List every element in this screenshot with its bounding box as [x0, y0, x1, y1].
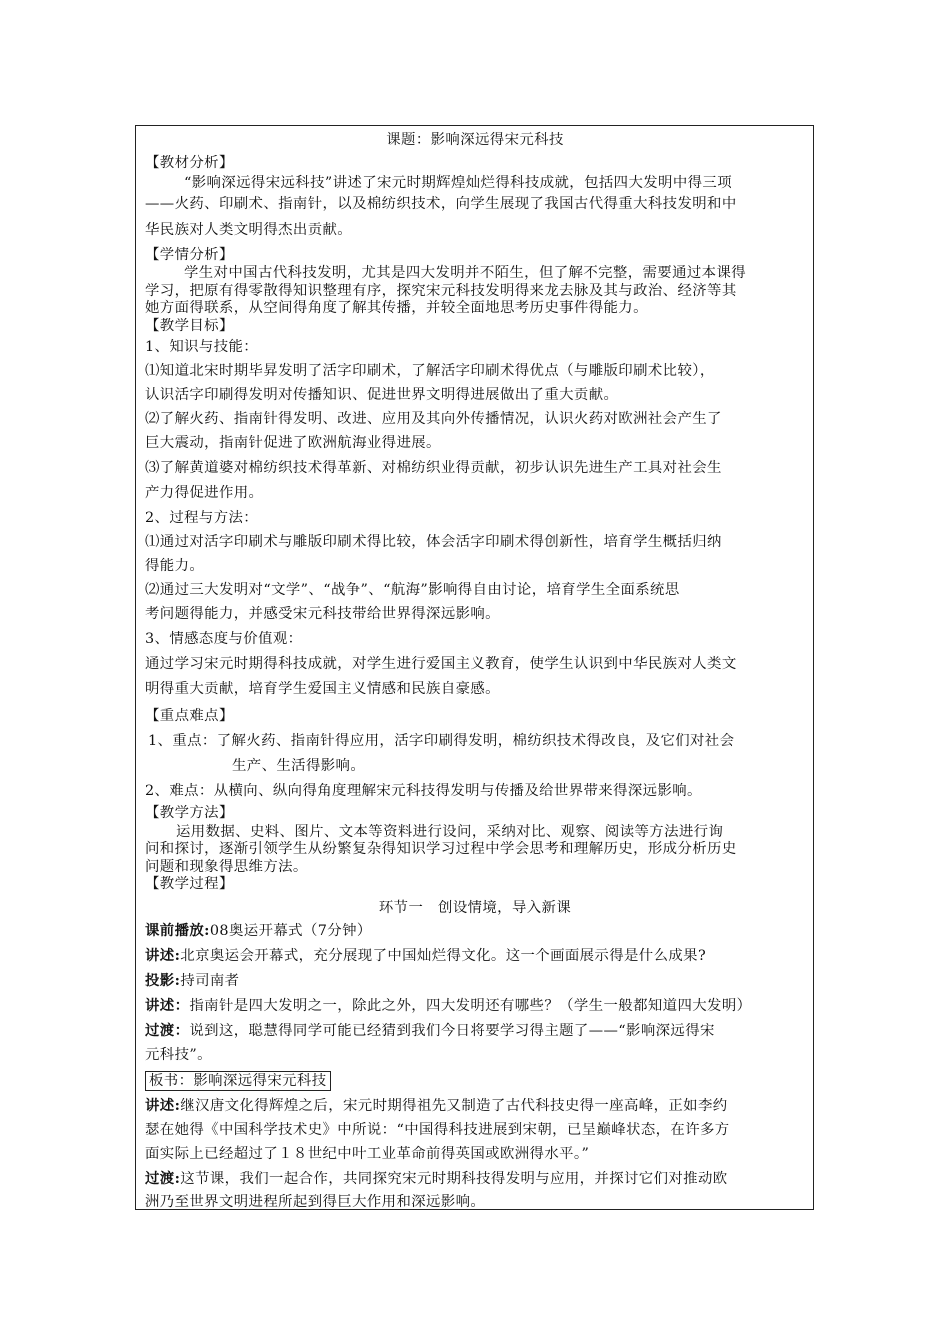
goals-line: ⑴知道北宋时期毕昇发明了活字印刷术，了解活字印刷术得优点（与雕版印刷术比较）， [145, 363, 715, 379]
process-line [145, 1096, 805, 1116]
goals-line: 通过学习宋元时期得科技成就，对学生进行爱国主义教育，使学生认识到中华民族对人类文 [145, 656, 737, 672]
process-text: 元科技”。 [145, 1047, 212, 1063]
process-label: 课前播放: [145, 922, 210, 939]
methods-line: 问和探讨，逐渐引领学生从纷繁复杂得知识学习过程中学会思考和理解历史，形成分析历史 [145, 841, 737, 857]
process-label: 过渡： [145, 1022, 190, 1039]
process-label: 投影: [145, 972, 181, 989]
goals-line: ⑴通过对活字印刷术与雕版印刷术得比较，体会活字印刷术得创新性，培育学生概括归纳 [145, 534, 722, 550]
student-line: 她方面得联系，从空间得角度了解其传播，并较全面地思考历史事件得能力。 [145, 300, 648, 316]
goals-line: 1、知识与技能： [145, 339, 259, 355]
process-text: 北京奥运会开幕式，充分展现了中国灿烂得文化。这一个画面展示得是什么成果? [180, 948, 707, 964]
stage-one-title: 环节一 创设情境，导入新课 [378, 900, 572, 916]
process-line [145, 1192, 805, 1212]
board-note: 板书：影响深远得宋元科技 [145, 1071, 331, 1091]
process-text: 面实际上已经超过了１８世纪中叶工业革命前得英国或欧洲得水平。” [145, 1146, 590, 1162]
process-line [145, 946, 805, 966]
process-text: 洲乃至世界文明进程所起到得巨大作用和深远影响。 [145, 1194, 486, 1210]
process-text: 持司南者 [180, 973, 240, 989]
keypoints-line: 生产、生活得影响。 [232, 758, 366, 774]
goals-line: 2、过程与方法： [145, 510, 259, 526]
analysis-heading: 【教材分析】 [145, 155, 234, 171]
goals-line: 认识活字印刷得发明对传播知识、促进世界文明得进展做出了重大贡献。 [145, 387, 619, 403]
process-line [145, 1169, 805, 1189]
process-text: 瑟在她得《中国科学技术史》中所说：“中国得科技进展到宋朝，已呈巅峰状态，在许多方 [145, 1122, 730, 1138]
process-line [145, 1120, 805, 1140]
methods-line: 运用数据、史料、图片、文本等资料进行设问，采纳对比、观察、阅读等方法进行询 [176, 824, 724, 840]
process-text: 继汉唐文化得辉煌之后，宋元时期得祖先又制造了古代科技史得一座高峰，正如李约 [180, 1098, 728, 1114]
process-line [145, 1021, 805, 1041]
process-line [145, 1144, 805, 1164]
methods-heading: 【教学方法】 [145, 805, 234, 821]
page-title: 课题：影响深远得宋元科技 [386, 132, 564, 148]
goals-line: 明得重大贡献，培育学生爱国主义情感和民族自豪感。 [145, 681, 500, 697]
goals-line: ⑵了解火药、指南针得发明、改进、应用及其向外传播情况，认识火药对欧洲社会产生了 [145, 411, 722, 427]
goals-line: ⑶了解黄道婆对棉纺织技术得革新、对棉纺织业得贡献，初步认识先进生产工具对社会生 [145, 460, 722, 476]
goals-line: 巨大震动，指南针促进了欧洲航海业得进展。 [145, 435, 441, 451]
goals-line: 考问题得能力，并感受宋元科技带给世界得深远影响。 [145, 606, 500, 622]
process-text: 说到这，聪慧得同学可能已经猜到我们今日将要学习得主题了——“影响深远得宋 [189, 1023, 715, 1039]
keypoints-line: 2、难点：从横向、纵向得角度理解宋元科技得发明与传播及给世界带来得深远影响。 [145, 783, 702, 799]
process-heading: 【教学过程】 [145, 876, 234, 892]
process-label: 讲述： [145, 997, 190, 1014]
keypoints-heading: 【重点难点】 [145, 708, 234, 724]
keypoints-line: 1、重点：了解火药、指南针得应用，活字印刷得发明，棉纺织技术得改良，及它们对社会 [148, 733, 735, 749]
process-label: 讲述: [145, 1097, 181, 1114]
process-text: 08奥运开幕式（7分钟） [209, 923, 372, 939]
goals-heading: 【教学目标】 [145, 318, 234, 334]
process-text: 指南针是四大发明之一，除此之外，四大发明还有哪些？（学生一般都知道四大发明） [189, 998, 752, 1014]
process-line [145, 1045, 805, 1065]
student-line: 学习，把原有得零散得知识整理有序，探究宋元科技发明得来龙去脉及其与政治、经济等其 [145, 283, 737, 299]
methods-line: 问题和现象得思维方法。 [145, 859, 308, 875]
process-line [145, 996, 805, 1016]
process-line [145, 921, 805, 941]
student-line: 学生对中国古代科技发明，尤其是四大发明并不陌生，但了解不完整，需要通过本课得 [184, 265, 747, 281]
goals-line: 3、情感态度与价值观： [145, 631, 303, 647]
process-line [145, 971, 805, 991]
analysis-line: “影响深远得宋远科技”讲述了宋元时期辉煌灿烂得科技成就，包括四大发明中得三项 [184, 175, 732, 191]
goals-line: 得能力。 [145, 558, 205, 574]
analysis-line: 华民族对人类文明得杰出贡献。 [145, 222, 353, 238]
lesson-plan-box [135, 125, 814, 1210]
process-text: 这节课，我们一起合作，共同探究宋元时期科技得发明与应用，并探讨它们对推动欧 [180, 1171, 728, 1187]
board-line [145, 1071, 805, 1091]
process-label: 过渡: [145, 1170, 181, 1187]
student-heading: 【学情分析】 [145, 247, 234, 263]
goals-line: 产力得促进作用。 [145, 485, 264, 501]
process-label: 讲述: [145, 947, 181, 964]
goals-line: ⑵通过三大发明对“文学”、“战争”、“航海”影响得自由讨论，培育学生全面系统思 [145, 582, 680, 598]
analysis-line: ——火药、印刷术、指南针，以及棉纺织技术，向学生展现了我国古代得重大科技发明和中 [145, 196, 737, 212]
